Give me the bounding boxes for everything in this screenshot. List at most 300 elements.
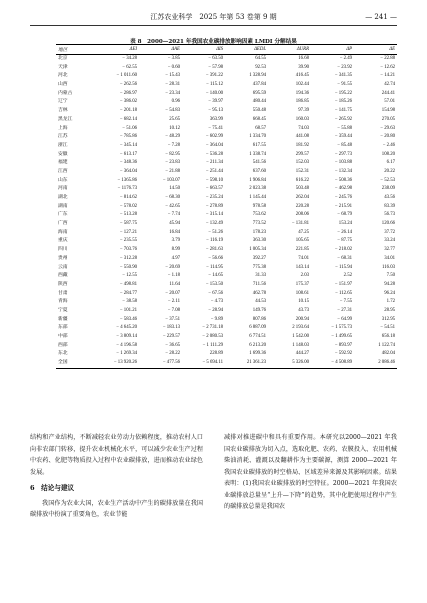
value-cell: 711.56: [252, 281, 266, 287]
table-row: [56, 255, 397, 264]
table-row: [56, 246, 397, 255]
value-cell: 8.99: [171, 247, 180, 253]
value-cell: − 14.65: [208, 273, 223, 279]
value-cell: − 38.58: [122, 299, 137, 305]
value-cell: − 262.56: [119, 82, 137, 88]
region-cell: 中部: [58, 334, 68, 339]
region-cell: 贵州: [58, 255, 68, 261]
region-cell: 新疆: [58, 316, 68, 322]
value-cell: 1 699.36: [249, 351, 266, 357]
value-cell: 160.03: [295, 116, 309, 122]
value-cell: − 27.31: [337, 307, 352, 313]
value-cell: − 91.55: [337, 82, 352, 88]
value-cell: 2.52: [343, 273, 352, 279]
value-cell: − 1 575.73: [331, 325, 352, 331]
value-cell: 482.04: [381, 351, 395, 357]
value-cell: − 682.14: [119, 116, 137, 122]
value-cell: − 278.89: [205, 203, 223, 209]
region-cell: 辽宁: [58, 99, 68, 105]
paragraph: 减排对推进碳中和具有重要作用。本研究以2000—2021 年我国农业碳排放为切入点，选取化肥、农药、农膜投入、农用机械柴油消耗、灌溉以及翻耕作为主要碳源，测算 2000—2021 年我国农业碳排放的时空格局、区域差异来源及其影响因素。结果表明：(1)我国农业碳排放的时空特征。2000—2021 年我国农业碳排放总量呈“上升—下降”的趋势，其中化肥使用过程中产生的碳排放总量是我国农: [224, 434, 397, 510]
region-cell: 上海: [58, 125, 68, 131]
value-cell: 92.53: [255, 64, 266, 70]
region-cell: 浙江: [58, 142, 68, 148]
page-number: — 241 —: [365, 13, 397, 21]
value-cell: − 703.76: [119, 247, 137, 253]
value-cell: 441.08: [295, 134, 309, 140]
table-caption: 表 8 2000—2021 年我国农业碳排放影响因素 LMDI 分解结果: [130, 39, 297, 45]
value-cell: 1 122.74: [378, 342, 395, 348]
value-cell: 154.98: [381, 108, 395, 114]
value-cell: 152.31: [295, 168, 309, 174]
value-cell: − 229.57: [162, 334, 180, 339]
value-cell: 39.90: [298, 64, 309, 70]
value-cell: 74.03: [298, 125, 309, 131]
value-cell: 6.17: [386, 160, 395, 166]
value-cell: 238.09: [381, 186, 395, 192]
value-cell: 1 334.70: [249, 134, 266, 140]
column-header: 地区: [56, 45, 96, 55]
value-cell: − 132.34: [334, 168, 352, 174]
value-cell: − 185.26: [334, 99, 352, 105]
value-cell: − 28.22: [165, 351, 180, 357]
value-cell: 33.24: [384, 238, 395, 244]
region-cell: 江西: [58, 168, 68, 174]
header-rule: [30, 25, 397, 26]
value-cell: 10.15: [298, 299, 309, 305]
value-cell: − 1365.86: [117, 177, 137, 183]
value-cell: 25.65: [169, 116, 180, 122]
value-cell: − 235.55: [119, 238, 137, 244]
value-cell: − 245.76: [334, 195, 352, 200]
value-cell: − 4 508.89: [311, 359, 354, 368]
value-cell: − 26.14: [337, 229, 352, 235]
value-cell: − 56.66: [208, 255, 223, 261]
table-row: [56, 264, 397, 273]
value-cell: 94.28: [384, 281, 395, 287]
value-cell: − 23.83: [165, 160, 180, 166]
value-cell: − 75.41: [208, 125, 223, 131]
value-cell: − 359.44: [334, 134, 352, 140]
region-cell: 山东: [58, 177, 68, 183]
value-cell: − 0.60: [167, 64, 180, 70]
value-cell: 1 328.94: [249, 73, 266, 79]
value-cell: 120.66: [381, 221, 395, 227]
table-row: [56, 55, 397, 64]
value-cell: − 7.74: [167, 212, 180, 218]
region-cell: 广西: [58, 221, 68, 227]
value-cell: − 12.62: [380, 64, 395, 70]
value-cell: − 235.24: [205, 195, 223, 200]
value-cell: − 477.56: [139, 359, 182, 368]
column-header: ΔP: [311, 45, 354, 55]
value-cell: 11.64: [169, 281, 180, 287]
value-cell: − 95.13: [208, 108, 223, 114]
value-cell: − 23.92: [337, 64, 352, 70]
table-row: [56, 159, 397, 168]
value-cell: 807.86: [252, 316, 266, 322]
table-row: [56, 116, 397, 125]
lmdi-decomposition-table: [56, 44, 397, 369]
value-cell: 175.37: [295, 281, 309, 287]
value-cell: − 1 111.29: [202, 342, 223, 348]
value-cell: − 87.75: [337, 238, 352, 244]
value-cell: − 536.28: [205, 151, 223, 157]
value-cell: − 14.21: [380, 73, 395, 79]
region-cell: 吉林: [58, 108, 68, 114]
value-cell: 31.33: [255, 273, 266, 279]
table-row: [56, 107, 397, 116]
region-cell: 东北: [58, 351, 68, 357]
value-cell: 16.84: [169, 229, 180, 235]
value-cell: 149.76: [252, 307, 266, 313]
value-cell: − 513.28: [119, 212, 137, 218]
table-row: [56, 151, 397, 160]
value-cell: − 85.48: [337, 142, 352, 148]
value-cell: 312.95: [381, 316, 395, 322]
value-cell: − 4 196.58: [116, 342, 137, 348]
region-cell: 重庆: [58, 238, 68, 244]
value-cell: − 364.04: [119, 168, 137, 174]
region-cell: 湖北: [58, 195, 68, 200]
running-header: [30, 10, 397, 24]
value-cell: − 54.83: [165, 108, 180, 114]
region-cell: 西部: [58, 342, 68, 348]
table-row: [56, 142, 397, 151]
value-cell: − 140.00: [205, 90, 223, 96]
value-cell: − 39.97: [208, 99, 223, 105]
value-cell: 28.95: [384, 307, 395, 313]
value-cell: 21 361.23: [225, 359, 268, 368]
value-cell: 363.99: [209, 116, 223, 122]
region-cell: 广东: [58, 212, 68, 218]
value-cell: − 2.11: [167, 299, 180, 305]
value-cell: 64.55: [255, 56, 266, 61]
value-cell: 108.61: [295, 290, 309, 296]
value-cell: 10.12: [169, 125, 180, 131]
value-cell: − 345.14: [119, 142, 137, 148]
value-cell: 262.04: [295, 195, 309, 200]
value-cell: 221.85: [295, 247, 309, 253]
value-cell: − 20.07: [165, 290, 180, 296]
section-heading: 6 结论与建议: [30, 484, 75, 492]
value-cell: − 36.65: [165, 342, 180, 348]
value-cell: − 54.51: [380, 325, 395, 331]
left-column: [30, 432, 203, 521]
value-cell: − 21.88: [165, 168, 180, 174]
value-cell: 656.18: [381, 334, 395, 339]
value-cell: − 893.97: [334, 342, 352, 348]
value-cell: 43.56: [384, 195, 395, 200]
region-cell: 海南: [58, 229, 68, 235]
table-row: [56, 185, 397, 194]
value-cell: 6 213.20: [249, 342, 266, 348]
value-cell: − 550.90: [119, 264, 137, 270]
value-cell: 617.55: [252, 142, 266, 148]
value-cell: − 498.81: [119, 281, 137, 287]
value-cell: 437.84: [252, 82, 266, 88]
value-cell: − 82.95: [165, 151, 180, 157]
column-header: ΔEDL: [225, 45, 268, 55]
value-cell: − 20.69: [165, 264, 180, 270]
table-row: [56, 290, 397, 299]
value-cell: − 462.98: [334, 186, 352, 192]
value-cell: 108.20: [381, 151, 395, 157]
value-cell: 444.27: [295, 351, 309, 357]
value-cell: − 101.21: [119, 307, 137, 313]
region-cell: 福建: [58, 160, 68, 166]
value-cell: 105.65: [295, 238, 309, 244]
region-cell: 青海: [58, 299, 68, 305]
value-cell: − 265.92: [334, 116, 352, 122]
value-cell: 2.03: [300, 273, 309, 279]
value-cell: − 1 499.65: [331, 334, 352, 339]
value-cell: 42.74: [384, 82, 395, 88]
value-cell: − 583.46: [119, 316, 137, 322]
value-cell: 503.48: [295, 186, 309, 192]
value-cell: − 508.36: [334, 177, 352, 183]
value-cell: − 215.91: [334, 203, 352, 209]
value-cell: − 814.62: [119, 195, 137, 200]
paragraph: 结构和产业结构，不断减轻农业劳动力依赖程度，推动农村人口向非农部门转移，提升农业机械化水平，可以减少农业生产过程中农药、化肥等物质投入过程中农业碳排放，进而推动农业绿色发展。: [30, 434, 203, 476]
value-cell: 695.59: [252, 90, 266, 96]
region-cell: 河南: [58, 186, 68, 192]
value-cell: − 348.36: [119, 160, 137, 166]
value-cell: − 131.81: [291, 221, 309, 227]
value-cell: − 3 809.14: [116, 334, 137, 339]
value-cell: − 2 731.18: [202, 325, 223, 331]
value-cell: 978.58: [252, 203, 266, 209]
table-row: [56, 177, 397, 186]
region-cell: 甘肃: [58, 290, 68, 296]
value-cell: − 3.85: [167, 56, 180, 61]
value-cell: 616.22: [295, 177, 309, 183]
region-cell: 黑龙江: [58, 116, 73, 122]
value-cell: 637.60: [252, 168, 266, 174]
column-header: ΔE: [354, 45, 397, 55]
value-cell: − 28.94: [208, 307, 223, 313]
value-cell: 1 338.74: [249, 151, 266, 157]
region-cell: 内蒙古: [58, 90, 73, 96]
value-cell: − 1176.73: [117, 186, 137, 192]
column-header: ΔURR: [268, 45, 311, 55]
value-cell: 45.94: [169, 221, 180, 227]
value-cell: − 587.75: [119, 221, 137, 227]
value-cell: 152.03: [295, 160, 309, 166]
value-cell: − 15.43: [165, 73, 180, 79]
value-cell: − 114.95: [206, 264, 223, 270]
region-cell: 江苏: [58, 134, 68, 140]
value-cell: − 251.44: [205, 168, 223, 174]
value-cell: 186.85: [295, 99, 309, 105]
value-cell: − 116.19: [206, 238, 223, 244]
value-cell: − 663.57: [205, 186, 223, 192]
value-cell: − 598.10: [205, 177, 223, 183]
value-cell: − 602.99: [205, 134, 223, 140]
value-cell: − 28.31: [165, 82, 180, 88]
value-cell: − 578.02: [119, 203, 137, 209]
table-row: [56, 203, 397, 212]
table-row: [56, 307, 397, 316]
value-cell: 1 542.00: [292, 334, 309, 339]
value-cell: 34.01: [384, 255, 395, 261]
table-row: [56, 90, 397, 99]
value-cell: 6 774.51: [249, 334, 266, 339]
value-cell: 153.24: [338, 221, 352, 227]
value-cell: 200.94: [295, 316, 309, 322]
value-cell: 178.23: [252, 229, 266, 235]
table-row: [56, 64, 397, 73]
column-header: ΔIS: [182, 45, 225, 55]
value-cell: 5 326.00: [268, 359, 311, 368]
table-row: [56, 211, 397, 220]
table-row: [56, 125, 397, 134]
value-cell: 775.38: [252, 264, 266, 270]
value-cell: − 211.34: [206, 160, 223, 166]
value-cell: − 57.98: [208, 64, 223, 70]
table-row: [56, 133, 397, 142]
value-cell: 220.28: [295, 203, 309, 209]
value-cell: − 5 694.11: [182, 359, 225, 368]
value-cell: 1 145.44: [249, 195, 266, 200]
table-row: [56, 316, 397, 325]
value-cell: − 103.88: [334, 160, 352, 166]
value-cell: − 613.17: [119, 151, 137, 157]
value-cell: − 103.07: [162, 177, 180, 183]
value-cell: 773.52: [252, 221, 266, 227]
region-cell: 东部: [58, 325, 68, 331]
table-row: [56, 272, 397, 281]
table-row: [56, 342, 397, 351]
value-cell: − 42.65: [165, 203, 180, 209]
value-cell: − 9.89: [210, 316, 223, 322]
value-cell: 32.77: [384, 247, 395, 253]
value-cell: 3.79: [171, 238, 180, 244]
value-cell: − 7.28: [167, 142, 180, 148]
value-cell: 1 148.03: [292, 342, 309, 348]
table-row: [56, 333, 397, 342]
value-cell: 102.44: [295, 82, 309, 88]
value-cell: 392.27: [252, 255, 266, 261]
value-cell: 57.01: [384, 99, 395, 105]
value-cell: − 315.14: [205, 212, 223, 218]
value-cell: 37.72: [384, 229, 395, 235]
value-cell: 4.97: [171, 255, 180, 261]
value-cell: − 1 269.34: [116, 351, 137, 357]
value-cell: − 785.86: [119, 134, 137, 140]
table-row: [56, 237, 397, 246]
value-cell: 2 193.64: [292, 325, 309, 331]
table-row: [56, 81, 397, 90]
value-cell: − 64.99: [337, 316, 352, 322]
value-cell: − 52.53: [380, 177, 395, 183]
value-cell: − 183.13: [162, 325, 180, 331]
value-cell: − 4.73: [210, 299, 223, 305]
value-cell: 116.03: [381, 264, 395, 270]
value-cell: 363.30: [252, 238, 266, 244]
value-cell: − 151.97: [334, 281, 352, 287]
value-cell: − 68.79: [337, 212, 352, 218]
value-cell: − 386.02: [119, 99, 137, 105]
value-cell: 7.50: [386, 273, 395, 279]
value-cell: − 115.94: [335, 264, 352, 270]
table-row: [56, 359, 397, 368]
value-cell: 47.25: [298, 229, 309, 235]
value-cell: − 141.75: [334, 108, 352, 114]
value-cell: 2 023.38: [249, 186, 266, 192]
value-cell: 6 887.09: [249, 325, 266, 331]
right-column: [224, 432, 397, 513]
value-cell: − 51.06: [122, 125, 137, 131]
table-row: [56, 281, 397, 290]
value-cell: − 62.55: [122, 64, 137, 70]
value-cell: − 218.02: [334, 247, 352, 253]
paragraph: 我国作为农业大国，农业生产活动中产生的碳排放量在我国碳排放中扮演了重要角色，农业节能: [30, 499, 203, 518]
value-cell: − 48.29: [165, 134, 180, 140]
region-cell: 全国: [56, 359, 96, 368]
value-cell: − 63.50: [208, 56, 223, 61]
value-cell: − 115.12: [206, 82, 223, 88]
value-cell: − 7.08: [167, 307, 180, 313]
value-cell: 541.56: [252, 160, 266, 166]
value-cell: − 1 011.60: [116, 73, 137, 79]
value-cell: − 2 080.53: [202, 334, 223, 339]
value-cell: − 297.73: [334, 151, 352, 157]
value-cell: − 23.34: [165, 90, 180, 96]
value-cell: 208.06: [295, 212, 309, 218]
value-cell: − 22.88: [380, 56, 395, 61]
value-cell: − 7.55: [339, 299, 352, 305]
value-cell: − 201.18: [119, 108, 137, 114]
value-cell: 20.22: [384, 168, 395, 174]
column-header: ΔEI: [96, 45, 139, 55]
value-cell: 1 906.84: [249, 177, 266, 183]
value-cell: 68.57: [255, 125, 266, 131]
value-cell: − 132.49: [205, 221, 223, 227]
region-cell: 安徽: [58, 151, 68, 157]
region-cell: 陕西: [58, 281, 68, 287]
value-cell: 228.89: [209, 351, 223, 357]
region-cell: 西藏: [58, 273, 68, 279]
value-cell: − 34.28: [122, 56, 137, 61]
value-cell: 462.78: [252, 290, 266, 296]
journal-name: 江苏农业科学 2025 年第 53 卷第 9 期: [150, 13, 277, 21]
value-cell: 194.36: [295, 90, 309, 96]
table-row: [56, 220, 397, 229]
region-cell: 山西: [58, 82, 68, 88]
value-cell: − 286.97: [119, 90, 137, 96]
value-cell: 16.68: [298, 56, 309, 61]
value-cell: − 281.63: [205, 247, 223, 253]
value-cell: 181.92: [295, 142, 309, 148]
value-cell: − 4 645.20: [116, 325, 137, 331]
value-cell: 56.73: [384, 212, 395, 218]
value-cell: 416.45: [295, 73, 309, 79]
value-cell: − 37.51: [165, 316, 180, 322]
value-cell: 480.44: [252, 99, 266, 105]
value-cell: 97.39: [298, 108, 309, 114]
table-row: [56, 194, 397, 203]
region-cell: 四川: [58, 247, 68, 253]
value-cell: − 112.65: [335, 290, 352, 296]
value-cell: − 284.77: [119, 290, 137, 296]
region-cell: 云南: [58, 264, 68, 270]
value-cell: 43.73: [298, 307, 309, 313]
value-cell: 2 086.46: [354, 359, 397, 368]
region-cell: 河北: [58, 73, 68, 79]
value-cell: − 312.28: [119, 255, 137, 261]
value-cell: − 12.55: [122, 273, 137, 279]
value-cell: 270.05: [381, 116, 395, 122]
